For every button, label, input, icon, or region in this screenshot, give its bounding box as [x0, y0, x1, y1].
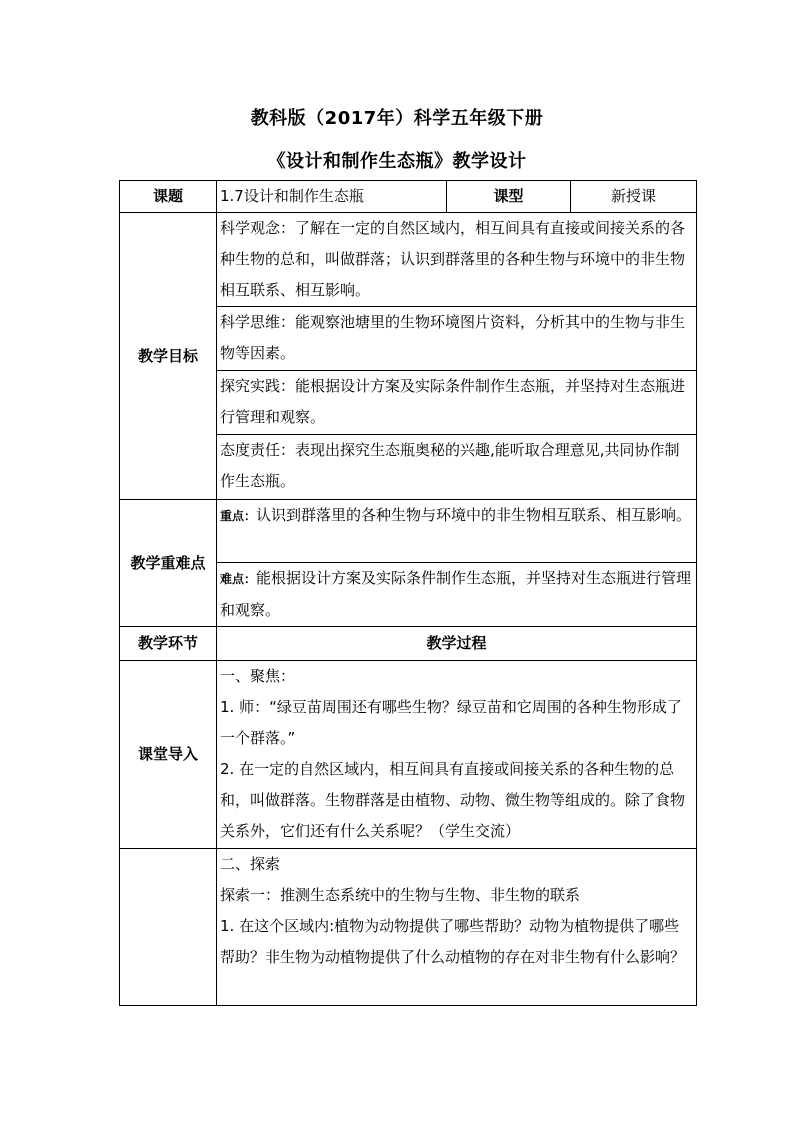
intro-step-1: 1. 师：“绿豆苗周围还有哪些生物？绿豆苗和它周围的各种生物形成了一个群落。”	[220, 698, 682, 747]
topic-row	[120, 181, 697, 213]
keypoints-label: 教学重难点	[120, 500, 217, 627]
intro-content	[217, 661, 697, 849]
difficulty-keyword: 难点：	[220, 572, 257, 586]
type-label: 课型	[447, 181, 571, 213]
goal-attitude: 态度责任：表现出探究生态瓶奥秘的兴趣,能听取合理意见,共同协作制作生态瓶。	[217, 435, 697, 500]
focus-keyword: 重点：	[220, 509, 257, 523]
document-subtitle: 《设计和制作生态瓶》教学设计	[267, 151, 527, 172]
intro-row	[120, 661, 697, 849]
explore-heading: 二、探索	[220, 855, 281, 873]
explore-content	[217, 849, 697, 1006]
difficulty-point	[217, 563, 697, 627]
focus-text: 认识到群落里的各种生物与环境中的非生物相互联系、相互影响。	[256, 506, 692, 524]
process-label: 教学过程	[217, 627, 697, 661]
goal-science-concept: 科学观念：了解在一定的自然区域内，相互间具有直接或间接关系的各种生物的总和，叫做群落；认识到群落里的各种生物与环境中的非生物相互联系、相互影响。	[217, 213, 697, 307]
lesson-plan-table	[119, 180, 697, 1006]
intro-label: 课堂导入	[120, 661, 217, 849]
topic-label: 课题	[120, 181, 217, 213]
topic-value: 1.7设计和制作生态瓶	[217, 181, 447, 213]
explore-subheading: 探索一：推测生态系统中的生物与生物、非生物的联系	[220, 886, 581, 904]
goal-row	[120, 213, 697, 307]
explore-step-1: 1. 在这个区域内:植物为动物提供了哪些帮助？动物为植物提供了哪些帮助？非生物为动植物提供了什么动植物的存在对非生物有什么影响？	[220, 917, 686, 966]
explore-stage-cell	[120, 849, 217, 1006]
goal-inquiry-practice: 探究实践：能根据设计方案及实际条件制作生态瓶，并坚持对生态瓶进行管理和观察。	[217, 371, 697, 435]
intro-step-2: 2. 在一定的自然区域内，相互间具有直接或间接关系的各种生物的总和，叫做群落。生物群落是由植物、动物、微生物等组成的。除了食物关系外，它们还有什么关系呢？（学生交流）	[220, 760, 686, 840]
focus-point	[217, 500, 697, 563]
explore-row	[120, 849, 697, 1006]
keypoint-row	[120, 500, 697, 563]
stage-label: 教学环节	[120, 627, 217, 661]
process-header-row	[120, 627, 697, 661]
goal-science-thinking: 科学思维：能观察池塘里的生物环境图片资料，分析其中的生物与非生物等因素。	[217, 307, 697, 371]
difficulty-text: 能根据设计方案及实际条件制作生态瓶，并坚持对生态瓶进行管理和观察。	[220, 569, 692, 619]
intro-heading: 一、聚焦：	[220, 667, 296, 685]
goals-label: 教学目标	[120, 213, 217, 500]
type-value: 新授课	[571, 181, 697, 213]
document-title: 教科版（2017年）科学五年级下册	[250, 108, 544, 129]
